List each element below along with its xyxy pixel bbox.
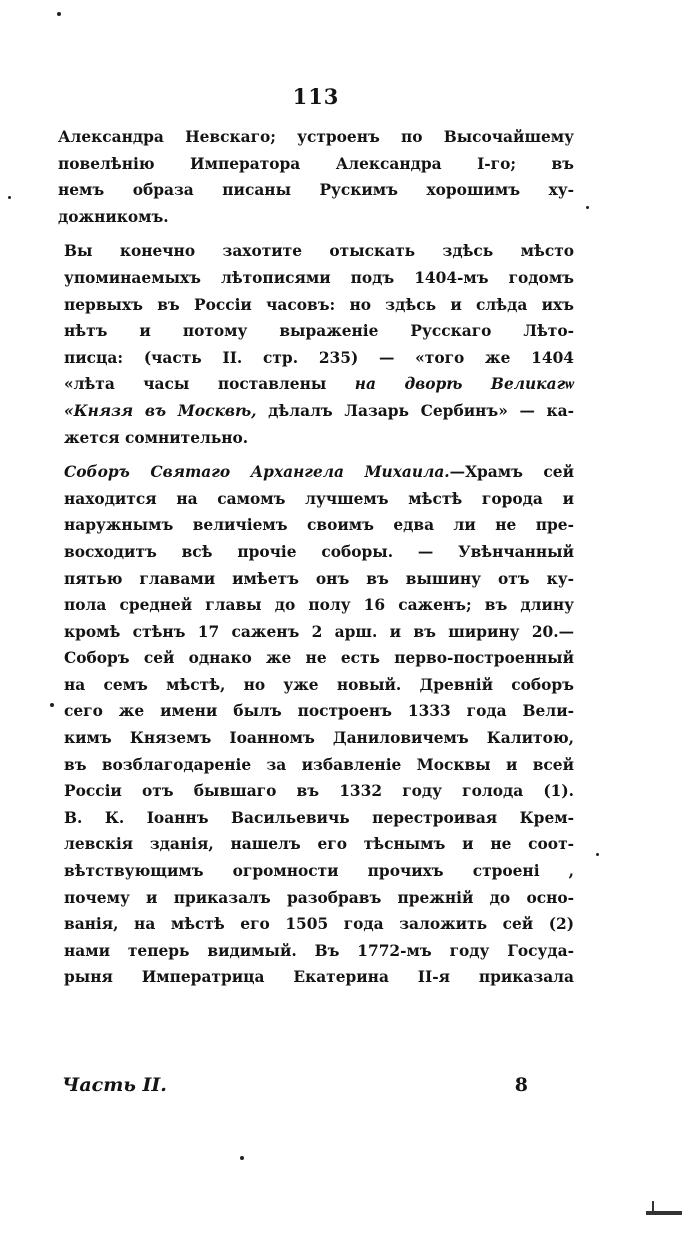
scan-speck [8,196,11,199]
text-line: повелѣнію Императора Александра I-го; въ [58,154,574,173]
text-line: восходитъ всѣ прочіе соборы. — Увѣнчанный [64,542,574,561]
text-fragment: —Храмъ сей [449,463,574,482]
section-heading: Соборъ Святаго Архангела Михаила. [64,463,450,482]
text-fragment: дѣлалъ Лазарь Сербинъ» — ка- [268,401,575,420]
text-line: дожникомъ. [58,207,169,226]
scan-speck [596,853,599,856]
text-line: левскія зданія, нашелъ его тѣснымъ и не соот- [64,835,574,854]
book-page [58,0,574,1234]
text-line: упоминаемыхъ лѣтописями подъ 1404-мъ годомъ [64,268,574,287]
text-line [58,459,574,486]
text-line: Вы конечно захотите отыскать здѣсь мѣсто [64,242,574,261]
signature-mark: Часть II. [62,1074,167,1096]
scan-speck [50,703,54,707]
text-line: на семъ мѣстѣ, но уже новый. Древній соборъ [64,675,574,694]
text-line: почему и приказалъ разобравъ прежній до осно- [64,888,574,907]
text-line: писца: (часть II. стр. 235) — «того же 1404 [64,348,574,367]
paragraph-2 [58,238,574,451]
text-line: нѣтъ и потому выраженіе Русскаго Лѣто- [64,322,574,341]
text-line: вѣтствующимъ огромности прочихъ строені , [64,862,574,881]
scan-edge-mark [646,1211,682,1215]
text-line: наружнымъ величіемъ своимъ едва ли не пре- [64,516,574,535]
page-number: 113 [292,84,340,109]
text-line: сего же имени былъ построенъ 1333 года Вели- [64,702,574,721]
italic-fragment: на дворѣ Великагѡ [354,375,575,394]
text-line: Александра Невскаго; устроенъ по Высочайшему [58,128,574,146]
text-line: немъ образа писаны Рускимъ хорошимъ ху- [58,181,574,200]
text-line: ванія, на мѣстѣ его 1505 года заложить сей (2) [64,915,574,934]
scan-speck [586,206,589,209]
text-line: В. К. Іоаннъ Васильевичь перестроивая Крем- [64,808,574,827]
text-line: первыхъ въ Россіи часовъ: но здѣсь и слѣда ихъ [64,295,574,314]
body-text [58,124,574,999]
text-line [58,398,574,425]
text-line: рыня Императрица Екатерина II-я приказала [64,968,574,987]
text-line: кромѣ стѣнъ 17 саженъ 2 арш. и въ ширину 20.— [64,622,574,641]
text-line: пола средней главы до полу 16 саженъ; въ длину [64,596,574,615]
sheet-number: 8 [514,1074,528,1096]
text-line: въ возблагодареніе за избавленіе Москвы и всей [64,755,574,774]
text-line: находится на самомъ лучшемъ мѣстѣ города и [64,489,574,508]
text-line: Соборъ сей однако же не есть перво-построенный [64,649,574,668]
text-line: кимъ Княземъ Іоанномъ Даниловичемъ Калитою, [64,729,574,748]
text-line: жется сомнительно. [64,428,249,447]
text-line: Россіи отъ бывшаго въ 1332 году голода (1). [64,782,574,801]
italic-fragment: «Князя въ Москвѣ, [64,401,257,420]
paragraph-3 [58,459,574,991]
text-line [58,371,574,398]
text-line: нами теперь видимый. Въ 1772-мъ году Госуда- [64,941,574,960]
text-fragment: «лѣта часы поставлены [64,375,327,394]
text-line: пятью главами имѣетъ онъ въ вышину отъ ку- [64,569,574,588]
paragraph-1 [58,124,574,230]
scan-speck [57,12,61,16]
scan-speck [240,1156,244,1160]
